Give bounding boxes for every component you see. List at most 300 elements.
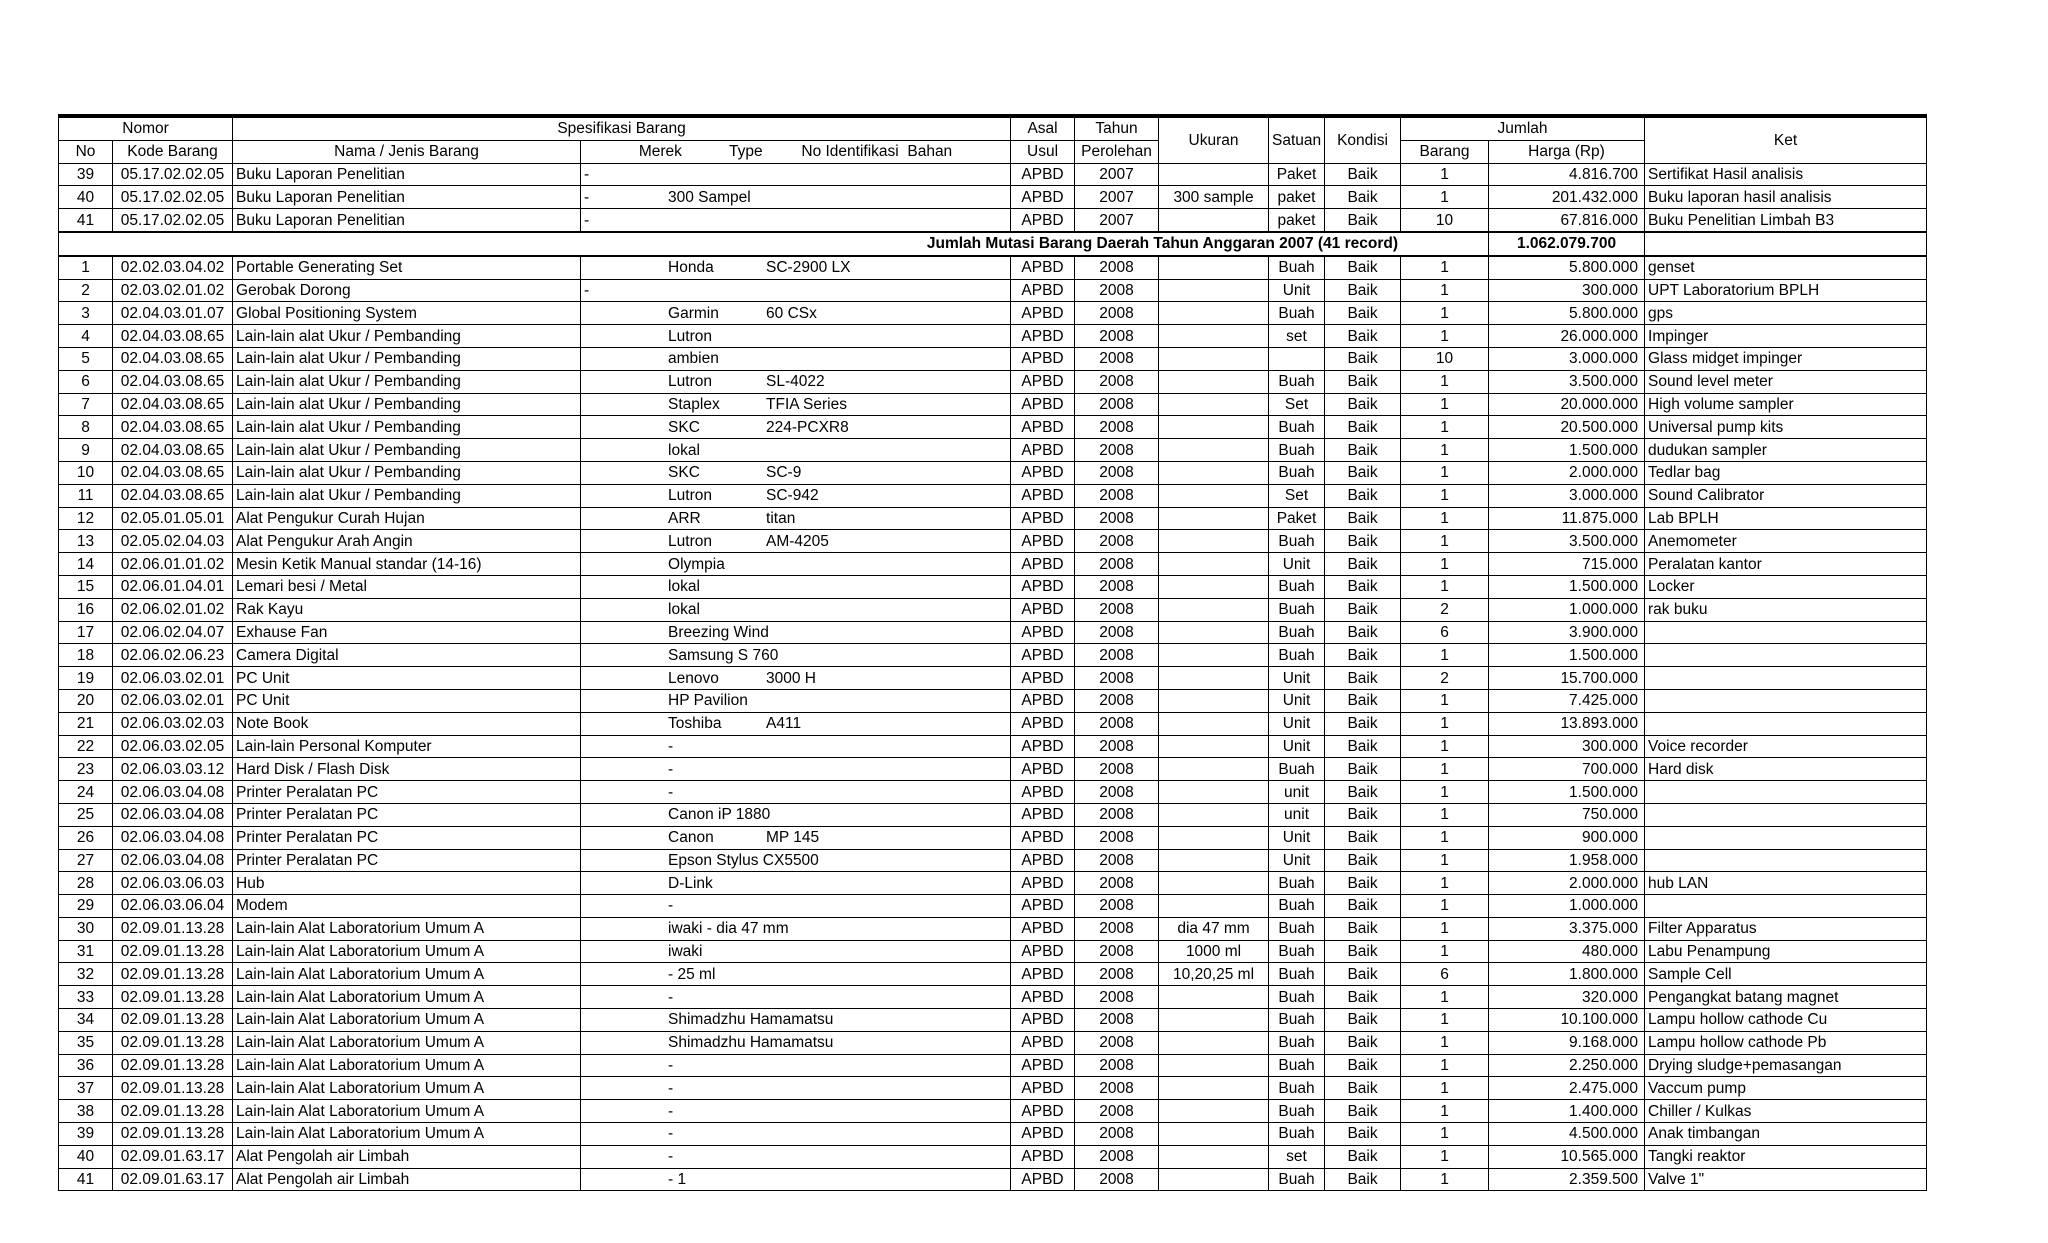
cell-spesifikasi xyxy=(581,1168,1011,1191)
cell-tahun: 2008 xyxy=(1075,507,1159,530)
table-row xyxy=(59,484,1927,507)
cell-asal: APBD xyxy=(1011,986,1075,1009)
cell-no: 35 xyxy=(59,1031,113,1054)
cell-satuan: Buah xyxy=(1269,644,1325,667)
cell-spesifikasi xyxy=(581,530,1011,553)
cell-satuan: Buah xyxy=(1269,461,1325,484)
cell-harga: 1.000.000 xyxy=(1489,598,1645,621)
cell-merek: D-Link xyxy=(668,874,713,892)
cell-harga: 3.000.000 xyxy=(1489,347,1645,370)
cell-tahun: 2008 xyxy=(1075,667,1159,690)
cell-ukuran xyxy=(1159,1123,1269,1146)
cell-barang: 1 xyxy=(1401,370,1489,393)
cell-merek: - xyxy=(668,783,674,801)
cell-harga: 3.900.000 xyxy=(1489,621,1645,644)
cell-asal: APBD xyxy=(1011,1100,1075,1123)
cell-spesifikasi xyxy=(581,1009,1011,1032)
cell-barang: 1 xyxy=(1401,689,1489,712)
cell-ukuran xyxy=(1159,826,1269,849)
cell-kondisi: Baik xyxy=(1325,781,1401,804)
cell-satuan: Unit xyxy=(1269,712,1325,735)
header-tahun: Tahun xyxy=(1075,116,1159,140)
cell-ket: High volume sampler xyxy=(1645,393,1927,416)
table-row xyxy=(59,163,1927,186)
table-row xyxy=(59,872,1927,895)
cell-no: 20 xyxy=(59,689,113,712)
table-row xyxy=(59,986,1927,1009)
cell-nama: Buku Laporan Penelitian xyxy=(233,209,581,232)
cell-asal: APBD xyxy=(1011,370,1075,393)
cell-merek: Lutron xyxy=(668,373,712,391)
cell-satuan: Buah xyxy=(1269,1054,1325,1077)
cell-no: 40 xyxy=(59,186,113,209)
cell-no: 3 xyxy=(59,302,113,325)
cell-merek: - 25 ml xyxy=(668,965,716,983)
cell-ket: UPT Laboratorium BPLH xyxy=(1645,279,1927,302)
cell-nama: Lain-lain Alat Laboratorium Umum A xyxy=(233,1100,581,1123)
cell-kondisi: Baik xyxy=(1325,758,1401,781)
cell-satuan: Buah xyxy=(1269,439,1325,462)
cell-spesifikasi xyxy=(581,1077,1011,1100)
cell-merek: lokal xyxy=(668,441,700,459)
cell-no: 18 xyxy=(59,644,113,667)
cell-harga: 1.500.000 xyxy=(1489,439,1645,462)
cell-ket: Vaccum pump xyxy=(1645,1077,1927,1100)
cell-ket xyxy=(1645,644,1927,667)
header-spesifikasi: Spesifikasi Barang xyxy=(233,116,1011,140)
cell-spesifikasi xyxy=(581,940,1011,963)
cell-no: 34 xyxy=(59,1009,113,1032)
header-satuan: Satuan xyxy=(1269,116,1325,163)
cell-ukuran xyxy=(1159,163,1269,186)
cell-merek: iwaki xyxy=(668,943,703,961)
cell-type: SC-2900 LX xyxy=(766,259,851,277)
cell-kondisi: Baik xyxy=(1325,895,1401,918)
cell-barang: 1 xyxy=(1401,872,1489,895)
cell-satuan: Buah xyxy=(1269,598,1325,621)
cell-kode: 02.09.01.13.28 xyxy=(113,917,233,940)
cell-no: 16 xyxy=(59,598,113,621)
cell-ket: dudukan sampler xyxy=(1645,439,1927,462)
cell-merek: Samsung S 760 xyxy=(668,646,779,664)
cell-barang: 1 xyxy=(1401,758,1489,781)
cell-nama: Lain-lain alat Ukur / Pembanding xyxy=(233,416,581,439)
cell-spesifikasi xyxy=(581,256,1011,279)
cell-nama: Lain-lain Personal Komputer xyxy=(233,735,581,758)
cell-no: 22 xyxy=(59,735,113,758)
table-row xyxy=(59,439,1927,462)
cell-ket xyxy=(1645,621,1927,644)
table-row xyxy=(59,758,1927,781)
cell-merek: Staplex xyxy=(668,395,720,413)
cell-no: 41 xyxy=(59,209,113,232)
cell-ket: Anak timbangan xyxy=(1645,1123,1927,1146)
table-row xyxy=(59,963,1927,986)
cell-barang: 1 xyxy=(1401,1145,1489,1168)
cell-ukuran xyxy=(1159,370,1269,393)
cell-kode: 02.09.01.13.28 xyxy=(113,963,233,986)
cell-ukuran xyxy=(1159,1077,1269,1100)
cell-nama: Buku Laporan Penelitian xyxy=(233,163,581,186)
cell-tahun: 2008 xyxy=(1075,872,1159,895)
cell-no: 7 xyxy=(59,393,113,416)
cell-type: MP 145 xyxy=(766,829,820,847)
cell-type: 60 CSx xyxy=(766,304,817,322)
cell-ukuran xyxy=(1159,1054,1269,1077)
table-row xyxy=(59,1077,1927,1100)
cell-kode: 02.06.03.04.08 xyxy=(113,849,233,872)
cell-harga: 4.816.700 xyxy=(1489,163,1645,186)
cell-ukuran: 10,20,25 ml xyxy=(1159,963,1269,986)
cell-nama: Rak Kayu xyxy=(233,598,581,621)
cell-no: 39 xyxy=(59,163,113,186)
cell-kondisi: Baik xyxy=(1325,598,1401,621)
cell-merek: Breezing Wind xyxy=(668,623,769,641)
cell-merek: Lutron xyxy=(668,327,712,345)
cell-asal: APBD xyxy=(1011,917,1075,940)
cell-kondisi: Baik xyxy=(1325,1100,1401,1123)
cell-no: 33 xyxy=(59,986,113,1009)
cell-kondisi: Baik xyxy=(1325,1123,1401,1146)
cell-type: 3000 H xyxy=(766,669,816,687)
cell-nama: Lain-lain Alat Laboratorium Umum A xyxy=(233,986,581,1009)
cell-kode: 02.06.03.02.05 xyxy=(113,735,233,758)
cell-nama: Lain-lain Alat Laboratorium Umum A xyxy=(233,1077,581,1100)
cell-asal: APBD xyxy=(1011,849,1075,872)
cell-ukuran xyxy=(1159,393,1269,416)
cell-barang: 1 xyxy=(1401,186,1489,209)
cell-spesifikasi xyxy=(581,1031,1011,1054)
cell-harga: 1.500.000 xyxy=(1489,781,1645,804)
cell-spesifikasi xyxy=(581,917,1011,940)
table-row xyxy=(59,735,1927,758)
cell-barang: 1 xyxy=(1401,439,1489,462)
header-usul: Usul xyxy=(1011,140,1075,163)
cell-kode: 02.06.03.04.08 xyxy=(113,803,233,826)
cell-kode: 02.04.03.08.65 xyxy=(113,370,233,393)
cell-spesifikasi xyxy=(581,689,1011,712)
cell-harga: 750.000 xyxy=(1489,803,1645,826)
cell-spesifikasi xyxy=(581,895,1011,918)
cell-nama: Lain-lain Alat Laboratorium Umum A xyxy=(233,1009,581,1032)
table-row xyxy=(59,826,1927,849)
cell-nama: Lemari besi / Metal xyxy=(233,575,581,598)
cell-nama: Lain-lain alat Ukur / Pembanding xyxy=(233,439,581,462)
cell-satuan: Buah xyxy=(1269,1009,1325,1032)
cell-no: 26 xyxy=(59,826,113,849)
header-merek-type xyxy=(581,140,1011,163)
cell-tahun: 2008 xyxy=(1075,1054,1159,1077)
cell-barang: 1 xyxy=(1401,507,1489,530)
cell-satuan: Buah xyxy=(1269,621,1325,644)
cell-asal: APBD xyxy=(1011,416,1075,439)
cell-type: TFIA Series xyxy=(766,395,847,413)
cell-tahun: 2007 xyxy=(1075,163,1159,186)
cell-merek: Canon iP 1880 xyxy=(668,806,771,824)
cell-nama: Lain-lain Alat Laboratorium Umum A xyxy=(233,1054,581,1077)
cell-no: 14 xyxy=(59,553,113,576)
header-merek: Merek xyxy=(638,143,682,161)
cell-merek: ARR xyxy=(668,509,701,527)
cell-harga: 10.100.000 xyxy=(1489,1009,1645,1032)
table-row xyxy=(59,393,1927,416)
cell-satuan: set xyxy=(1269,325,1325,348)
cell-ukuran xyxy=(1159,803,1269,826)
cell-kode: 02.06.02.01.02 xyxy=(113,598,233,621)
cell-no: 36 xyxy=(59,1054,113,1077)
cell-kode: 02.04.03.08.65 xyxy=(113,484,233,507)
cell-barang: 1 xyxy=(1401,1009,1489,1032)
cell-barang: 1 xyxy=(1401,712,1489,735)
header-harga: Harga (Rp) xyxy=(1489,140,1645,163)
cell-barang: 1 xyxy=(1401,781,1489,804)
cell-no: 25 xyxy=(59,803,113,826)
cell-nama: Global Positioning System xyxy=(233,302,581,325)
cell-harga: 700.000 xyxy=(1489,758,1645,781)
cell-tahun: 2008 xyxy=(1075,439,1159,462)
cell-type: SL-4022 xyxy=(766,373,825,391)
cell-spesifikasi xyxy=(581,849,1011,872)
cell-tahun: 2008 xyxy=(1075,1009,1159,1032)
cell-tahun: 2008 xyxy=(1075,484,1159,507)
cell-kode: 05.17.02.02.05 xyxy=(113,163,233,186)
cell-satuan: unit xyxy=(1269,781,1325,804)
cell-no: 4 xyxy=(59,325,113,348)
cell-satuan: Buah xyxy=(1269,917,1325,940)
header-row-1 xyxy=(59,116,1927,140)
cell-merek: - xyxy=(668,1125,674,1143)
rows-2007 xyxy=(59,163,1927,232)
table-row xyxy=(59,712,1927,735)
table-row xyxy=(59,1031,1927,1054)
cell-satuan: Buah xyxy=(1269,986,1325,1009)
cell-satuan: Buah xyxy=(1269,895,1325,918)
cell-harga: 20.000.000 xyxy=(1489,393,1645,416)
cell-merek: Toshiba xyxy=(668,715,722,733)
cell-spesifikasi xyxy=(581,735,1011,758)
cell-satuan: Unit xyxy=(1269,689,1325,712)
cell-ket xyxy=(1645,712,1927,735)
cell-tahun: 2008 xyxy=(1075,416,1159,439)
cell-kode: 02.02.03.04.02 xyxy=(113,256,233,279)
table-row xyxy=(59,461,1927,484)
cell-merek: Epson Stylus CX5500 xyxy=(668,851,819,869)
cell-merek: - xyxy=(668,737,674,755)
table-row xyxy=(59,803,1927,826)
cell-ukuran xyxy=(1159,781,1269,804)
cell-barang: 1 xyxy=(1401,325,1489,348)
table-row xyxy=(59,209,1927,232)
cell-no: 5 xyxy=(59,347,113,370)
table-row xyxy=(59,667,1927,690)
cell-ukuran xyxy=(1159,484,1269,507)
table-row xyxy=(59,1100,1927,1123)
cell-spec-dash: - xyxy=(584,165,590,183)
cell-nama: Lain-lain Alat Laboratorium Umum A xyxy=(233,917,581,940)
cell-kondisi: Baik xyxy=(1325,872,1401,895)
header-no: No xyxy=(59,140,113,163)
cell-merek: Shimadzhu Hamamatsu xyxy=(668,1011,834,1029)
cell-kondisi: Baik xyxy=(1325,667,1401,690)
cell-merek: HP Pavilion xyxy=(668,692,748,710)
cell-kode: 02.09.01.63.17 xyxy=(113,1145,233,1168)
cell-ukuran xyxy=(1159,849,1269,872)
cell-spesifikasi xyxy=(581,644,1011,667)
cell-ket: Lampu hollow cathode Cu xyxy=(1645,1009,1927,1032)
cell-tahun: 2008 xyxy=(1075,803,1159,826)
cell-ket: hub LAN xyxy=(1645,872,1927,895)
cell-kondisi: Baik xyxy=(1325,347,1401,370)
cell-ket: Filter Apparatus xyxy=(1645,917,1927,940)
cell-tahun: 2008 xyxy=(1075,1031,1159,1054)
cell-spesifikasi xyxy=(581,279,1011,302)
cell-type: 224-PCXR8 xyxy=(766,418,849,436)
cell-asal: APBD xyxy=(1011,209,1075,232)
cell-nama: Alat Pengolah air Limbah xyxy=(233,1145,581,1168)
cell-merek: - xyxy=(668,897,674,915)
cell-kondisi: Baik xyxy=(1325,575,1401,598)
cell-tahun: 2008 xyxy=(1075,1168,1159,1191)
cell-barang: 1 xyxy=(1401,163,1489,186)
cell-tahun: 2008 xyxy=(1075,1100,1159,1123)
cell-nama: Note Book xyxy=(233,712,581,735)
header-ukuran: Ukuran xyxy=(1159,116,1269,163)
cell-asal: APBD xyxy=(1011,507,1075,530)
cell-nama: Camera Digital xyxy=(233,644,581,667)
table-row xyxy=(59,917,1927,940)
cell-tahun: 2008 xyxy=(1075,849,1159,872)
cell-kondisi: Baik xyxy=(1325,644,1401,667)
cell-asal: APBD xyxy=(1011,1054,1075,1077)
cell-ket: Buku Penelitian Limbah B3 xyxy=(1645,209,1927,232)
cell-no: 21 xyxy=(59,712,113,735)
cell-kode: 02.06.01.04.01 xyxy=(113,575,233,598)
cell-tahun: 2008 xyxy=(1075,256,1159,279)
cell-asal: APBD xyxy=(1011,644,1075,667)
cell-asal: APBD xyxy=(1011,1123,1075,1146)
cell-barang: 1 xyxy=(1401,416,1489,439)
cell-nama: Lain-lain alat Ukur / Pembanding xyxy=(233,370,581,393)
cell-ukuran xyxy=(1159,279,1269,302)
cell-nama: Alat Pengukur Curah Hujan xyxy=(233,507,581,530)
cell-kode: 02.09.01.13.28 xyxy=(113,1077,233,1100)
cell-satuan: unit xyxy=(1269,803,1325,826)
cell-spesifikasi xyxy=(581,621,1011,644)
cell-kondisi: Baik xyxy=(1325,256,1401,279)
table-row xyxy=(59,781,1927,804)
table-row xyxy=(59,507,1927,530)
cell-kode: 02.03.02.01.02 xyxy=(113,279,233,302)
cell-barang: 2 xyxy=(1401,598,1489,621)
cell-nama: Mesin Ketik Manual standar (14-16) xyxy=(233,553,581,576)
cell-kondisi: Baik xyxy=(1325,186,1401,209)
cell-barang: 1 xyxy=(1401,917,1489,940)
cell-ket: Drying sludge+pemasangan xyxy=(1645,1054,1927,1077)
cell-tahun: 2008 xyxy=(1075,393,1159,416)
cell-no: 11 xyxy=(59,484,113,507)
cell-satuan: Buah xyxy=(1269,416,1325,439)
cell-spesifikasi xyxy=(581,1054,1011,1077)
cell-harga: 5.800.000 xyxy=(1489,256,1645,279)
cell-spesifikasi xyxy=(581,439,1011,462)
cell-no: 9 xyxy=(59,439,113,462)
cell-ket xyxy=(1645,689,1927,712)
summary-blank xyxy=(59,232,113,256)
cell-barang: 1 xyxy=(1401,279,1489,302)
cell-ukuran xyxy=(1159,530,1269,553)
cell-ukuran xyxy=(1159,598,1269,621)
cell-no: 39 xyxy=(59,1123,113,1146)
cell-asal: APBD xyxy=(1011,256,1075,279)
cell-asal: APBD xyxy=(1011,803,1075,826)
cell-asal: APBD xyxy=(1011,826,1075,849)
cell-ket xyxy=(1645,895,1927,918)
cell-harga: 1.958.000 xyxy=(1489,849,1645,872)
cell-nama: Printer Peralatan PC xyxy=(233,826,581,849)
cell-asal: APBD xyxy=(1011,689,1075,712)
cell-harga: 67.816.000 xyxy=(1489,209,1645,232)
cell-ukuran xyxy=(1159,872,1269,895)
cell-type: SC-942 xyxy=(766,487,819,505)
cell-tahun: 2008 xyxy=(1075,826,1159,849)
cell-nama: Lain-lain alat Ukur / Pembanding xyxy=(233,484,581,507)
cell-nama: Lain-lain alat Ukur / Pembanding xyxy=(233,325,581,348)
cell-merek: ambien xyxy=(668,350,719,368)
cell-ukuran: 1000 ml xyxy=(1159,940,1269,963)
cell-tahun: 2008 xyxy=(1075,735,1159,758)
summary-ket xyxy=(1645,232,1927,256)
table-row xyxy=(59,940,1927,963)
cell-merek: iwaki - dia 47 mm xyxy=(668,920,789,938)
cell-harga: 3.500.000 xyxy=(1489,370,1645,393)
cell-ket: Universal pump kits xyxy=(1645,416,1927,439)
table-row xyxy=(59,1054,1927,1077)
cell-kondisi: Baik xyxy=(1325,1145,1401,1168)
cell-spesifikasi xyxy=(581,347,1011,370)
cell-no: 8 xyxy=(59,416,113,439)
cell-ukuran xyxy=(1159,209,1269,232)
table-row xyxy=(59,895,1927,918)
cell-asal: APBD xyxy=(1011,735,1075,758)
table-row xyxy=(59,621,1927,644)
cell-satuan: Buah xyxy=(1269,940,1325,963)
cell-spesifikasi xyxy=(581,370,1011,393)
cell-ket: Locker xyxy=(1645,575,1927,598)
header-bahan: Bahan xyxy=(907,143,953,161)
cell-tahun: 2008 xyxy=(1075,1077,1159,1100)
cell-spesifikasi xyxy=(581,826,1011,849)
cell-satuan: Unit xyxy=(1269,279,1325,302)
cell-tahun: 2008 xyxy=(1075,1145,1159,1168)
cell-ukuran xyxy=(1159,507,1269,530)
cell-ket: Pengangkat batang magnet xyxy=(1645,986,1927,1009)
cell-ket xyxy=(1645,667,1927,690)
cell-barang: 1 xyxy=(1401,575,1489,598)
cell-barang: 1 xyxy=(1401,484,1489,507)
cell-kondisi: Baik xyxy=(1325,689,1401,712)
cell-ket xyxy=(1645,826,1927,849)
table-row xyxy=(59,256,1927,279)
cell-kode: 02.06.02.04.07 xyxy=(113,621,233,644)
cell-kode: 02.05.01.05.01 xyxy=(113,507,233,530)
cell-no: 13 xyxy=(59,530,113,553)
cell-kondisi: Baik xyxy=(1325,712,1401,735)
cell-ket: Valve 1" xyxy=(1645,1168,1927,1191)
cell-asal: APBD xyxy=(1011,393,1075,416)
cell-kondisi: Baik xyxy=(1325,1031,1401,1054)
cell-ket: Lab BPLH xyxy=(1645,507,1927,530)
cell-kondisi: Baik xyxy=(1325,1009,1401,1032)
